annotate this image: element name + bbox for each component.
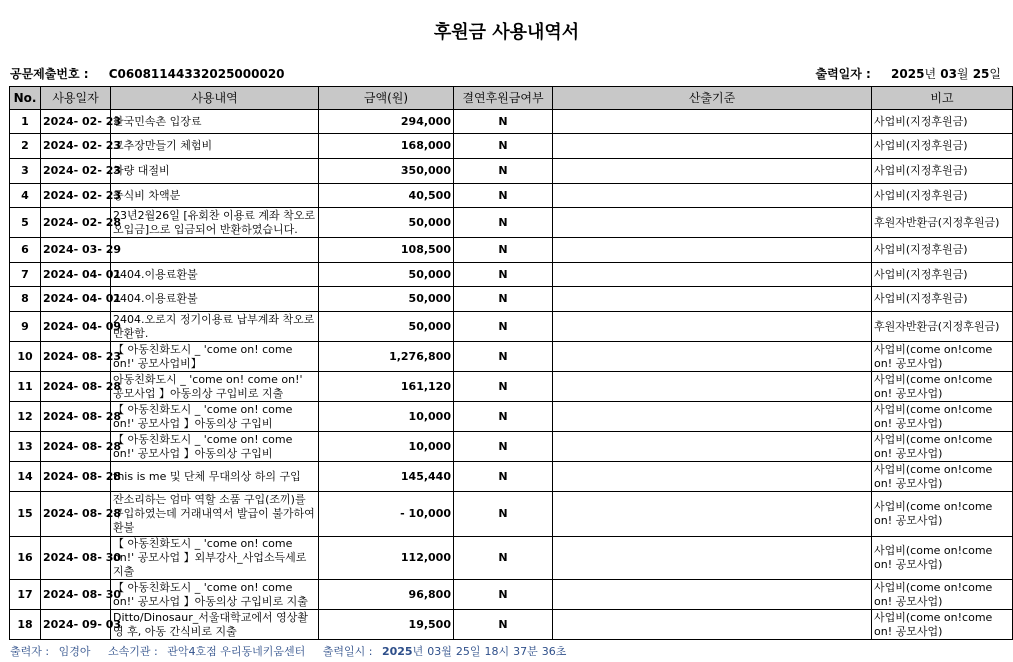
row-amount: 50,000 — [319, 312, 454, 342]
print-date-block — [815, 65, 1001, 82]
row-description: 차량 대절비 — [111, 159, 319, 184]
row-no: 6 — [10, 238, 41, 263]
row-date: 2024- 08- 28 — [41, 372, 111, 402]
table-row — [10, 134, 1013, 159]
row-basis — [553, 537, 872, 580]
col-header-note: 비고 — [872, 87, 1013, 110]
row-description — [111, 238, 319, 263]
row-date: 2024- 02- 23 — [41, 134, 111, 159]
row-sponsorship-flag: N — [454, 110, 553, 134]
row-note: 사업비(come on!come on! 공모사업) — [872, 492, 1013, 537]
row-date: 2024- 08- 30 — [41, 580, 111, 610]
row-sponsorship-flag: N — [454, 432, 553, 462]
row-basis — [553, 492, 872, 537]
row-basis — [553, 134, 872, 159]
row-date: 2024- 04- 01 — [41, 263, 111, 287]
print-day: 25 — [972, 67, 990, 81]
row-description: 【 아동친화도시 _ 'come on! come on!' 공모사업 】아동의상 구입비 — [111, 432, 319, 462]
table-row — [10, 110, 1013, 134]
col-header-no: No. — [10, 87, 41, 110]
col-header-sponsorship: 결연후원금여부 — [454, 87, 553, 110]
row-date: 2024- 08- 28 — [41, 492, 111, 537]
row-no: 17 — [10, 580, 41, 610]
row-note: 사업비(지정후원금) — [872, 263, 1013, 287]
row-note: 사업비(지정후원금) — [872, 238, 1013, 263]
print-time-minute-unit: 분 — [527, 645, 538, 658]
print-time-minute: 37 — [513, 645, 528, 658]
row-note: 사업비(지정후원금) — [872, 287, 1013, 312]
row-sponsorship-flag: N — [454, 159, 553, 184]
print-time-month-unit: 월 — [441, 645, 452, 658]
row-note: 사업비(come on!come on! 공모사업) — [872, 372, 1013, 402]
row-amount: 350,000 — [319, 159, 454, 184]
print-time-day: 25 — [455, 645, 470, 658]
row-sponsorship-flag: N — [454, 462, 553, 492]
printer-label: 출력자 : — [10, 645, 50, 658]
print-time-hour: 18 — [484, 645, 499, 658]
row-description: 2404.이용료환불 — [111, 263, 319, 287]
row-amount: 294,000 — [319, 110, 454, 134]
row-sponsorship-flag: N — [454, 238, 553, 263]
table-row — [10, 342, 1013, 372]
row-basis — [553, 432, 872, 462]
row-no: 15 — [10, 492, 41, 537]
row-amount: 96,800 — [319, 580, 454, 610]
print-time-hour-unit: 시 — [498, 645, 510, 658]
row-note: 사업비(지정후원금) — [872, 110, 1013, 134]
print-time-label: 출력일시 : — [322, 645, 373, 658]
row-amount: 108,500 — [319, 238, 454, 263]
table-row — [10, 238, 1013, 263]
print-time-second-unit: 초 — [555, 645, 567, 658]
row-sponsorship-flag: N — [454, 342, 553, 372]
row-amount: 168,000 — [319, 134, 454, 159]
row-description: 23년2월26일 [유회찬 이용료 계좌 착오로 오입금]으로 입금되어 반환하였습니다. — [111, 208, 319, 238]
row-note: 사업비(come on!come on! 공모사업) — [872, 610, 1013, 640]
row-date: 2024- 02- 28 — [41, 208, 111, 238]
row-no: 5 — [10, 208, 41, 238]
row-sponsorship-flag: N — [454, 492, 553, 537]
row-date: 2024- 03- 29 — [41, 238, 111, 263]
row-basis — [553, 610, 872, 640]
row-no: 12 — [10, 402, 41, 432]
row-date: 2024- 02- 23 — [41, 159, 111, 184]
row-amount: 1,276,800 — [319, 342, 454, 372]
row-date: 2024- 08- 28 — [41, 462, 111, 492]
row-basis — [553, 580, 872, 610]
row-no: 4 — [10, 184, 41, 208]
table-row — [10, 610, 1013, 640]
row-note: 사업비(지정후원금) — [872, 159, 1013, 184]
print-time-second: 36 — [541, 645, 556, 658]
row-sponsorship-flag: N — [454, 184, 553, 208]
row-description: 한국민속촌 입장료 — [111, 110, 319, 134]
table-row — [10, 287, 1013, 312]
print-day-unit: 일 — [989, 67, 1001, 81]
row-sponsorship-flag: N — [454, 372, 553, 402]
row-basis — [553, 263, 872, 287]
row-no: 9 — [10, 312, 41, 342]
row-description: 【 아동친화도시 _ 'come on! come on!' 공모사업 】아동의상 구입비로 지출 — [111, 580, 319, 610]
row-amount: - 10,000 — [319, 492, 454, 537]
print-time-year: 2025 — [381, 645, 413, 658]
row-description: 아동친화도시 _ 'come on! come on!' 공모사업 】아동의상 구입비로 지출 — [111, 372, 319, 402]
row-amount: 10,000 — [319, 402, 454, 432]
row-note: 사업비(come on!come on! 공모사업) — [872, 537, 1013, 580]
row-basis — [553, 110, 872, 134]
row-description: 【 아동친화도시 _ 'come on! come on!' 공모사업비】 — [111, 342, 319, 372]
table-row — [10, 312, 1013, 342]
print-month: 03 — [940, 67, 957, 81]
row-amount: 19,500 — [319, 610, 454, 640]
row-sponsorship-flag: N — [454, 537, 553, 580]
row-no: 3 — [10, 159, 41, 184]
document-title: 후원금 사용내역서 — [433, 22, 580, 43]
row-date: 2024- 02- 23 — [41, 110, 111, 134]
row-sponsorship-flag: N — [454, 134, 553, 159]
print-time-month: 03 — [427, 645, 442, 658]
row-no: 10 — [10, 342, 41, 372]
row-sponsorship-flag: N — [454, 312, 553, 342]
table-row — [10, 208, 1013, 238]
print-month-unit: 월 — [956, 67, 969, 81]
row-no: 7 — [10, 263, 41, 287]
row-amount: 112,000 — [319, 537, 454, 580]
table-row — [10, 372, 1013, 402]
row-basis — [553, 238, 872, 263]
print-year: 2025 — [891, 67, 925, 81]
row-amount: 40,500 — [319, 184, 454, 208]
row-note: 사업비(come on!come on! 공모사업) — [872, 432, 1013, 462]
row-note: 사업비(지정후원금) — [872, 134, 1013, 159]
row-description: 고추장만들기 체험비 — [111, 134, 319, 159]
row-sponsorship-flag: N — [454, 610, 553, 640]
row-no: 13 — [10, 432, 41, 462]
row-sponsorship-flag: N — [454, 402, 553, 432]
expense-table — [9, 86, 1013, 640]
row-basis — [553, 159, 872, 184]
row-basis — [553, 342, 872, 372]
row-note: 사업비(지정후원금) — [872, 184, 1013, 208]
row-amount: 145,440 — [319, 462, 454, 492]
row-basis — [553, 462, 872, 492]
row-no: 18 — [10, 610, 41, 640]
row-no: 1 — [10, 110, 41, 134]
row-basis — [553, 372, 872, 402]
table-row — [10, 580, 1013, 610]
print-year-unit: 년 — [924, 67, 937, 81]
row-no: 2 — [10, 134, 41, 159]
row-note: 사업비(come on!come on! 공모사업) — [872, 580, 1013, 610]
row-basis — [553, 287, 872, 312]
row-amount: 161,120 — [319, 372, 454, 402]
row-description: 2404.오로지 정기이용료 납부계좌 착오로 반환함. — [111, 312, 319, 342]
print-time-day-unit: 일 — [469, 645, 481, 658]
printer-name: 임경아 — [58, 645, 91, 658]
row-basis — [553, 184, 872, 208]
row-basis — [553, 402, 872, 432]
print-date-label: 출력일자 : — [815, 67, 871, 81]
row-basis — [553, 312, 872, 342]
row-date: 2024- 04- 01 — [41, 287, 111, 312]
row-sponsorship-flag: N — [454, 580, 553, 610]
col-header-date: 사용일자 — [41, 87, 111, 110]
doc-number-value: C06081144332025000020 — [108, 67, 285, 81]
row-sponsorship-flag: N — [454, 263, 553, 287]
row-no: 8 — [10, 287, 41, 312]
table-row — [10, 402, 1013, 432]
row-description: 2404.이용료환불 — [111, 287, 319, 312]
org-name: 관악4호점 우리동네키움센터 — [167, 645, 306, 658]
row-sponsorship-flag: N — [454, 208, 553, 238]
row-date: 2024- 09- 03 — [41, 610, 111, 640]
table-row — [10, 159, 1013, 184]
row-no: 11 — [10, 372, 41, 402]
row-description: 【 아동친화도시 _ 'come on! come on!' 공모사업 】외부강사_사업소득세로 지출 — [111, 537, 319, 580]
print-time-year-unit: 년 — [412, 645, 424, 658]
row-amount: 50,000 — [319, 263, 454, 287]
row-description: Ditto/Dinosaur_서울대학교에서 영상촬영 후, 아동 간식비로 지출 — [111, 610, 319, 640]
row-no: 14 — [10, 462, 41, 492]
row-date: 2024- 08- 23 — [41, 342, 111, 372]
table-header-row — [10, 87, 1013, 110]
table-row — [10, 462, 1013, 492]
table-row — [10, 263, 1013, 287]
row-date: 2024- 08- 28 — [41, 402, 111, 432]
org-label: 소속기관 : — [107, 645, 158, 658]
row-amount: 50,000 — [319, 287, 454, 312]
row-description: 잔소리하는 엄마 역할 소품 구입(조끼)를 구입하였는데 거래내역서 발급이 불가하여 환불 — [111, 492, 319, 537]
row-amount: 10,000 — [319, 432, 454, 462]
row-date: 2024- 04- 09 — [41, 312, 111, 342]
row-description: 【 아동친화도시 _ 'come on! come on!' 공모사업 】아동의상 구입비 — [111, 402, 319, 432]
table-row — [10, 432, 1013, 462]
row-basis — [553, 208, 872, 238]
row-sponsorship-flag: N — [454, 287, 553, 312]
row-amount: 50,000 — [319, 208, 454, 238]
row-date: 2024- 02- 23 — [41, 184, 111, 208]
col-header-basis: 산출기준 — [553, 87, 872, 110]
doc-number-block — [10, 65, 285, 82]
row-note: 후원자반환금(지정후원금) — [872, 208, 1013, 238]
row-date: 2024- 08- 28 — [41, 432, 111, 462]
table-row — [10, 492, 1013, 537]
row-description: this is me 및 단체 무대의상 하의 구입 — [111, 462, 319, 492]
col-header-description: 사용내역 — [111, 87, 319, 110]
row-note: 사업비(come on!come on! 공모사업) — [872, 342, 1013, 372]
doc-number-label: 공문제출번호 : — [10, 67, 89, 81]
row-date: 2024- 08- 30 — [41, 537, 111, 580]
col-header-amount: 금액(원) — [319, 87, 454, 110]
table-row — [10, 184, 1013, 208]
row-no: 16 — [10, 537, 41, 580]
table-row — [10, 537, 1013, 580]
row-note: 사업비(come on!come on! 공모사업) — [872, 402, 1013, 432]
row-note: 사업비(come on!come on! 공모사업) — [872, 462, 1013, 492]
row-description: 중식비 차액분 — [111, 184, 319, 208]
print-footer — [10, 643, 572, 659]
row-note: 후원자반환금(지정후원금) — [872, 312, 1013, 342]
